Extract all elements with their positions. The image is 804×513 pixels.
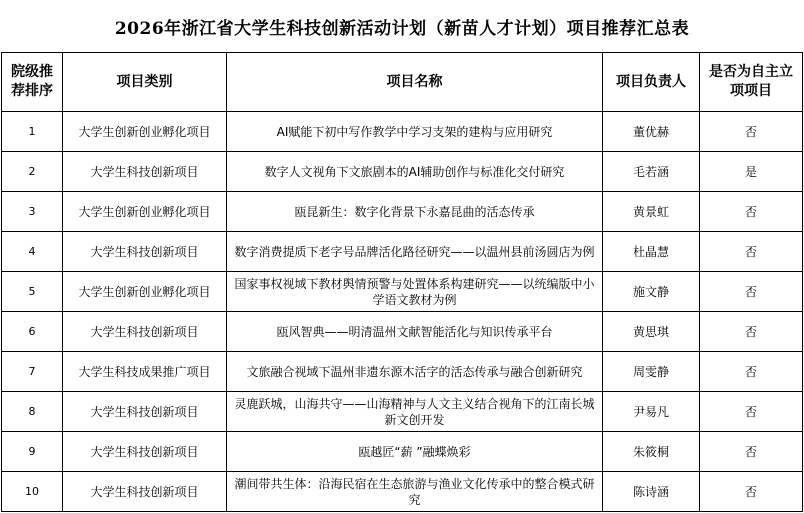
table-row bbox=[2, 192, 803, 232]
rank-cell: 2 bbox=[2, 152, 63, 192]
category-cell: 大学生创新创业孵化项目 bbox=[63, 112, 227, 152]
leader-cell: 朱筱桐 bbox=[603, 432, 700, 472]
project-name-cell: 潮间带共生体：沿海民宿在生态旅游与渔业文化传承中的整合模式研究 bbox=[227, 472, 603, 512]
leader-cell: 毛若涵 bbox=[603, 152, 700, 192]
table-row bbox=[2, 272, 803, 312]
rank-cell: 9 bbox=[2, 432, 63, 472]
project-name-cell: 瓯昆新生：数字化背景下永嘉昆曲的活态传承 bbox=[227, 192, 603, 232]
project-name-cell: 瓯越匠“薪 ”融蝶焕彩 bbox=[227, 432, 603, 472]
rank-cell: 6 bbox=[2, 312, 63, 352]
category-cell: 大学生科技创新项目 bbox=[63, 232, 227, 272]
table-row bbox=[2, 352, 803, 392]
category-cell: 大学生科技创新项目 bbox=[63, 152, 227, 192]
leader-cell: 施文静 bbox=[603, 272, 700, 312]
leader-cell: 董优赫 bbox=[603, 112, 700, 152]
category-cell: 大学生科技创新项目 bbox=[63, 312, 227, 352]
table-row bbox=[2, 232, 803, 272]
category-cell: 大学生科技创新项目 bbox=[63, 392, 227, 432]
rank-cell: 7 bbox=[2, 352, 63, 392]
self-initiated-cell: 否 bbox=[700, 352, 803, 392]
project-name-cell: 数字人文视角下文旅剧本的AI辅助创作与标准化交付研究 bbox=[227, 152, 603, 192]
table-row bbox=[2, 112, 803, 152]
leader-cell: 杜晶慧 bbox=[603, 232, 700, 272]
self-initiated-cell: 否 bbox=[700, 392, 803, 432]
project-name-cell: 瓯风智典——明清温州文献智能活化与知识传承平台 bbox=[227, 312, 603, 352]
rank-cell: 3 bbox=[2, 192, 63, 232]
header-category: 项目类别 bbox=[63, 53, 227, 112]
leader-cell: 周雯静 bbox=[603, 352, 700, 392]
self-initiated-cell: 否 bbox=[700, 272, 803, 312]
table-row bbox=[2, 152, 803, 192]
rank-cell: 8 bbox=[2, 392, 63, 432]
project-name-cell: 国家事权视域下教材舆情预警与处置体系构建研究——以统编版中小学语文教材为例 bbox=[227, 272, 603, 312]
self-initiated-cell: 否 bbox=[700, 432, 803, 472]
header-row bbox=[2, 53, 803, 112]
header-project-name: 项目名称 bbox=[227, 53, 603, 112]
category-cell: 大学生科技成果推广项目 bbox=[63, 352, 227, 392]
leader-cell: 陈诗涵 bbox=[603, 472, 700, 512]
header-rank: 院级推荐排序 bbox=[2, 53, 63, 112]
project-name-cell: AI赋能下初中写作教学中学习支架的建构与应用研究 bbox=[227, 112, 603, 152]
leader-cell: 黄景虹 bbox=[603, 192, 700, 232]
table-row bbox=[2, 312, 803, 352]
table-row bbox=[2, 472, 803, 512]
rank-cell: 4 bbox=[2, 232, 63, 272]
table-row bbox=[2, 432, 803, 472]
self-initiated-cell: 否 bbox=[700, 192, 803, 232]
rank-cell: 5 bbox=[2, 272, 63, 312]
leader-cell: 黄思琪 bbox=[603, 312, 700, 352]
rank-cell: 10 bbox=[2, 472, 63, 512]
project-name-cell: 文旅融合视域下温州非遗东源木活字的活态传承与融合创新研究 bbox=[227, 352, 603, 392]
category-cell: 大学生创新创业孵化项目 bbox=[63, 272, 227, 312]
self-initiated-cell: 否 bbox=[700, 312, 803, 352]
self-initiated-cell: 否 bbox=[700, 112, 803, 152]
summary-table bbox=[1, 52, 803, 512]
header-self-initiated: 是否为自主立项项目 bbox=[700, 53, 803, 112]
project-name-cell: 数字消费提质下老字号品牌活化路径研究——以温州县前汤圆店为例 bbox=[227, 232, 603, 272]
leader-cell: 尹易凡 bbox=[603, 392, 700, 432]
rank-cell: 1 bbox=[2, 112, 63, 152]
category-cell: 大学生创新创业孵化项目 bbox=[63, 192, 227, 232]
category-cell: 大学生科技创新项目 bbox=[63, 472, 227, 512]
header-leader: 项目负责人 bbox=[603, 53, 700, 112]
table-title: 2026年浙江省大学生科技创新活动计划（新苗人才计划）项目推荐汇总表 bbox=[114, 18, 690, 39]
project-name-cell: 灵鹿跃城，山海共守——山海精神与人文主义结合视角下的江南长城新文创开发 bbox=[227, 392, 603, 432]
self-initiated-cell: 否 bbox=[700, 472, 803, 512]
category-cell: 大学生科技创新项目 bbox=[63, 432, 227, 472]
self-initiated-cell: 否 bbox=[700, 232, 803, 272]
table-row bbox=[2, 392, 803, 432]
self-initiated-cell: 是 bbox=[700, 152, 803, 192]
